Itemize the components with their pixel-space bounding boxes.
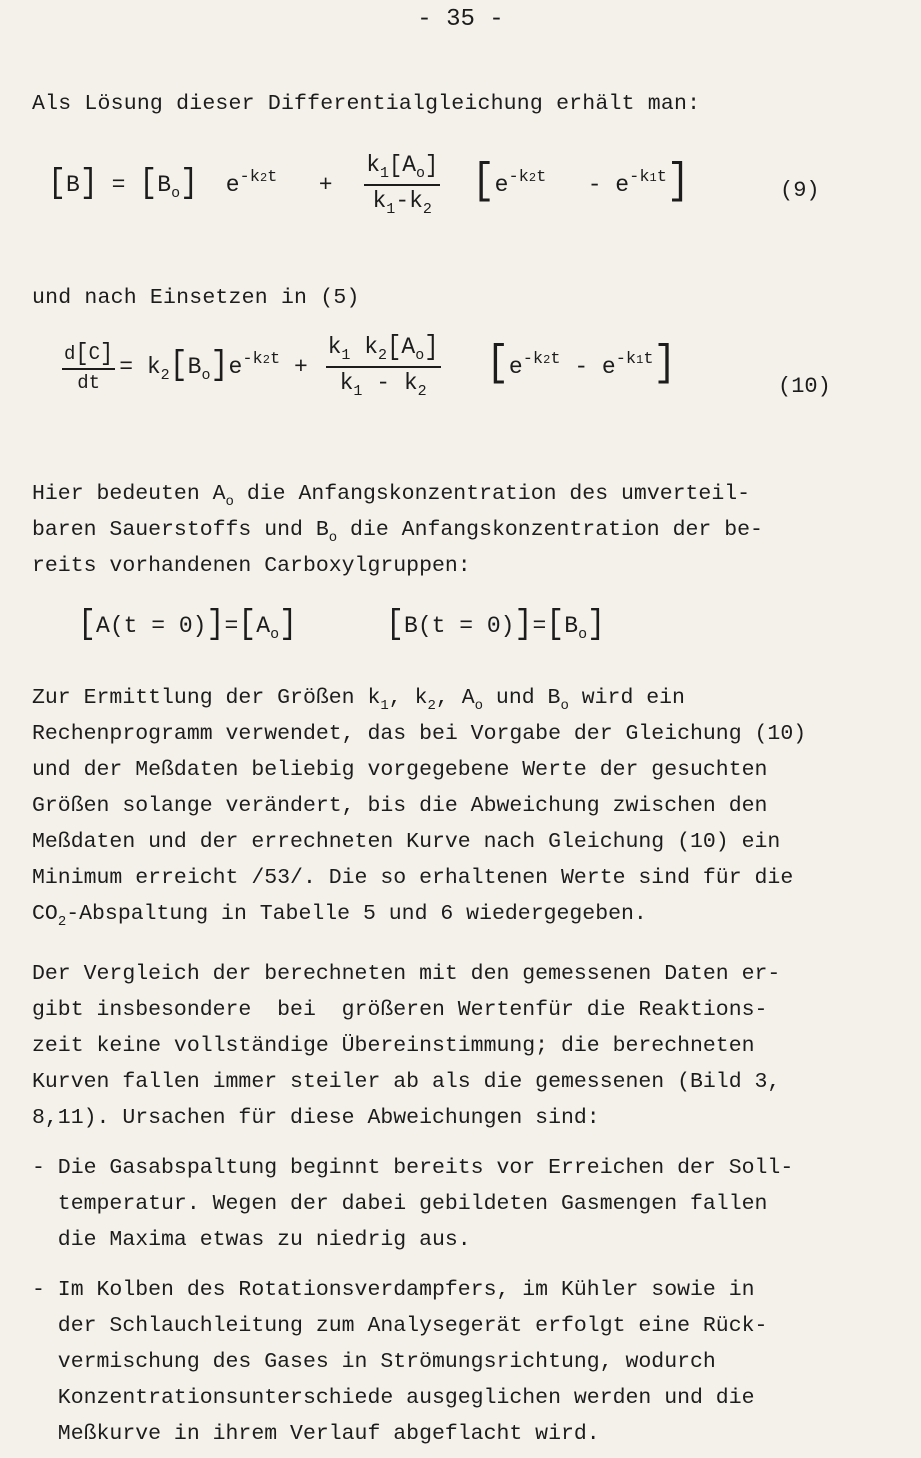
initial-condition-b: $[B(t = 0)]=[B_o]$ — [386, 605, 606, 645]
eq10-fraction: $\frac{k_1 k_2[A_o]}{k_1 - k_2}$ — [327, 331, 439, 400]
page-number: - 35 - — [417, 6, 504, 33]
bullet-item-1: - Die Gasabspaltung beginnt bereits vor Erreichen der Soll- temperatur. Wegen der dabei gebildeten Gasmengen fallen die Maxima etwas zu niedrig aus. — [32, 1156, 794, 1252]
equation-10-label: (10) — [778, 374, 831, 399]
eq10-derivative: $\frac{d[C]}{dt}$ — [64, 338, 114, 394]
initial-condition-a: $[A(t = 0)]=[A_o]$ — [78, 605, 298, 645]
intro-line: Als Lösung dieser Differentialgleichung erhält man: — [32, 92, 701, 116]
equation-9-label: (9) — [780, 178, 820, 203]
eq9-fraction: $\frac{k_1[A_o]}{k_1-k_2}$ — [366, 151, 439, 218]
method-paragraph: Zur Ermittlung der Größen $k_1$, $k_2$, $A_o$ und $B_o$ wird ein Rechenprogramm verwendet, das bei Vorgabe der Gleichung (10) und der Meßdaten beliebig vorgegebene Werte der gesuchten Größen solange verändert, bis die Abweichung zwischen den Meßdaten und der errechneten Kurve nach Gleichung (10) ein Minimum erreicht /53/. Die so erhaltenen Werte sind für die $CO_2$-Abspaltung in Tabelle 5 und 6 wiedergegeben. — [32, 686, 807, 930]
equation-9: $[B] = [B_o] e^{-k2t}$ + $\frac{k_1[A_o]}{k_1-k_2}$ $[e^{-k2t} - e^{-k1t}]$ — [48, 151, 690, 218]
equation-10: $\frac{d[C]}{dt}$ = $k_2[B_o]e^{-k2t}$ + $\frac{k_1 k_2[A_o]}{k_1 - k_2}$ $[e^{-k2t} - e^{-k1t}]$ — [64, 331, 677, 400]
einsetzen-line: und nach Einsetzen in (5) — [32, 286, 360, 310]
comparison-paragraph: Der Vergleich der berechneten mit den gemessenen Daten er- gibt insbesondere bei größeren Wertenfür die Reaktions- zeit keine vollständige Übereinstimmung; die berechneten Kurven fallen immer steiler ab als die gemessenen (Bild 3, 8,11). Ursachen für diese Abweichungen sind: — [32, 962, 781, 1130]
bullet-item-2: - Im Kolben des Rotationsverdampfers, im Kühler sowie in der Schlauchleitung zum Analysegerät erfolgt eine Rück- vermischung des Gases in Strömungsrichtung, wodurch Konzentrationsunterschiede ausgeglichen werden und die Meßkurve in ihrem Verlauf abgeflacht wird. — [32, 1278, 768, 1446]
definitions-paragraph: Hier bedeuten $A_o$ die Anfangskonzentration des umverteil- baren Sauerstoffs und $B_o$ die Anfangskonzentration der be- reits vorhandenen Carboxylgruppen: — [32, 482, 763, 578]
